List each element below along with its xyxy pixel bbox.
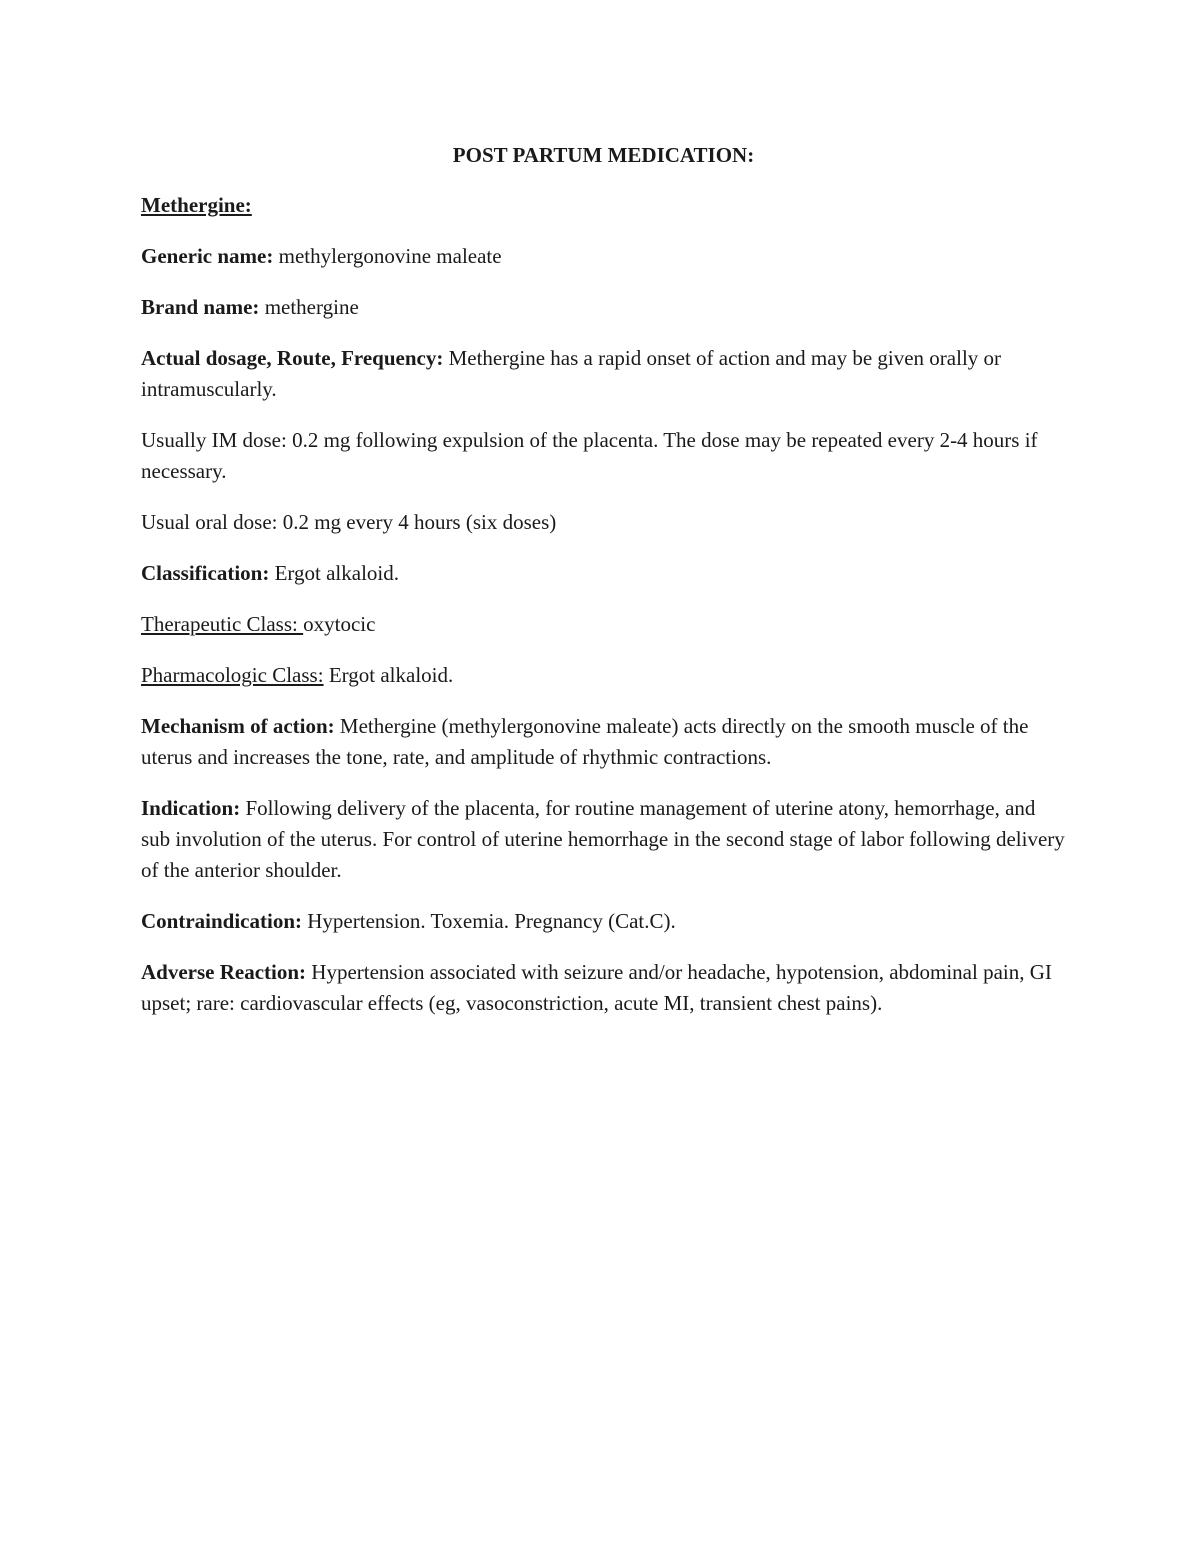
pharmacologic-class-paragraph xyxy=(141,660,1066,691)
adverse-reaction-value: Hypertension associated with seizure and/or headache, hypotension, abdominal pain, GI upset; rare: cardiovascular effects (eg, vasoconstriction, acute MI, transient chest pains). xyxy=(141,960,1052,1015)
generic-name-label: Generic name: xyxy=(141,244,274,268)
therapeutic-class-paragraph xyxy=(141,609,1066,640)
indication-label: Indication: xyxy=(141,796,241,820)
classification-paragraph xyxy=(141,558,1066,589)
adverse-reaction-paragraph xyxy=(141,957,1066,1019)
mechanism-paragraph xyxy=(141,711,1066,773)
dosage-paragraph xyxy=(141,343,1066,405)
pharmacologic-class-label: Pharmacologic Class: xyxy=(141,663,324,687)
contraindication-label: Contraindication: xyxy=(141,909,303,933)
generic-name-value: methylergonovine maleate xyxy=(273,244,502,268)
brand-name-label: Brand name: xyxy=(141,295,260,319)
drug-heading-paragraph xyxy=(141,190,1066,221)
im-dose-paragraph: Usually IM dose: 0.2 mg following expulsion of the placenta. The dose may be repeated every 2-4 hours if necessary. xyxy=(141,428,1038,483)
document-body xyxy=(141,140,1066,1039)
contraindication-value: Hypertension. Toxemia. Pregnancy (Cat.C). xyxy=(302,909,676,933)
drug-heading: Methergine: xyxy=(141,193,252,217)
classification-label: Classification: xyxy=(141,561,270,585)
mechanism-label: Mechanism of action: xyxy=(141,714,335,738)
generic-name-paragraph xyxy=(141,241,1066,272)
indication-value: Following delivery of the placenta, for routine management of uterine atony, hemorrhage, and sub involution of the uterus. For control of uterine hemorrhage in the second stage of labor following delivery of the anterior shoulder. xyxy=(141,796,1065,882)
therapeutic-class-label: Therapeutic Class: xyxy=(141,612,304,636)
therapeutic-class-value: oxytocic xyxy=(303,612,376,636)
classification-value: Ergot alkaloid. xyxy=(269,561,399,585)
dosage-value: Methergine has a rapid onset of action and may be given orally or intramuscularly. xyxy=(141,346,1002,401)
dosage-label: Actual dosage, Route, Frequency: xyxy=(141,346,444,370)
mechanism-value: Methergine (methylergonovine maleate) acts directly on the smooth muscle of the uterus and increases the tone, rate, and amplitude of rhythmic contractions. xyxy=(141,714,1029,769)
contraindication-paragraph xyxy=(141,906,1066,937)
pharmacologic-class-value: Ergot alkaloid. xyxy=(323,663,454,687)
indication-paragraph xyxy=(141,793,1066,886)
brand-name-paragraph xyxy=(141,292,1066,323)
document-title: POST PARTUM MEDICATION: xyxy=(452,143,755,167)
brand-name-value: methergine xyxy=(259,295,359,319)
oral-dose-paragraph: Usual oral dose: 0.2 mg every 4 hours (six doses) xyxy=(141,510,557,534)
adverse-reaction-label: Adverse Reaction: xyxy=(141,960,307,984)
